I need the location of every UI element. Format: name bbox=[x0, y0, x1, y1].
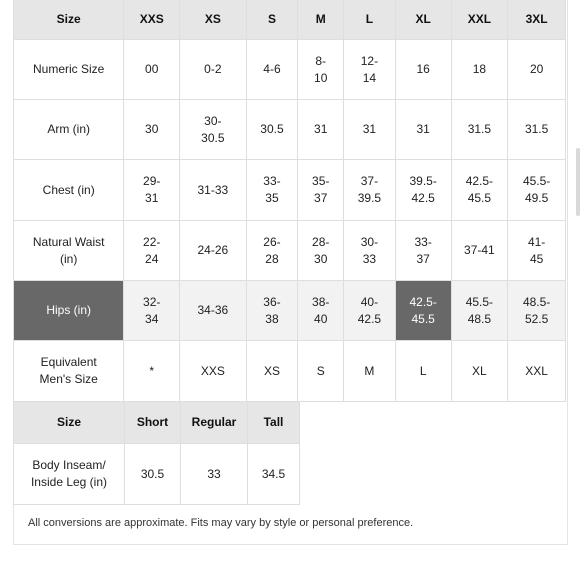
header-xs: XS bbox=[180, 0, 247, 40]
approximation-note: All conversions are approximate. Fits may vary by style or personal preference. bbox=[28, 517, 414, 529]
cell: 18 bbox=[451, 40, 508, 100]
cell: 41- 45 bbox=[508, 221, 566, 281]
cell: 24-26 bbox=[180, 221, 247, 281]
row-label: Chest (in) bbox=[14, 160, 124, 221]
header-size: Size bbox=[14, 402, 125, 444]
size-chart bbox=[13, 0, 568, 545]
inseam-header-row bbox=[14, 402, 300, 444]
cell: L bbox=[395, 341, 451, 402]
cell: 45.5- 49.5 bbox=[508, 160, 566, 221]
cell-highlighted: 42.5- 45.5 bbox=[395, 281, 451, 341]
row-natural-waist bbox=[14, 221, 566, 281]
cell: 31 bbox=[298, 100, 344, 160]
cell: 29- 31 bbox=[124, 160, 180, 221]
inseam-table bbox=[13, 401, 300, 505]
header-size: Size bbox=[14, 0, 124, 40]
size-table bbox=[13, 0, 566, 402]
header-l: L bbox=[344, 0, 396, 40]
row-chest bbox=[14, 160, 566, 221]
header-tall: Tall bbox=[248, 402, 300, 444]
cell: 00 bbox=[124, 40, 180, 100]
cell: 22- 24 bbox=[124, 221, 180, 281]
cell: 42.5- 45.5 bbox=[451, 160, 508, 221]
cell: 39.5- 42.5 bbox=[395, 160, 451, 221]
cell: 33- 37 bbox=[395, 221, 451, 281]
cell: 26- 28 bbox=[246, 221, 298, 281]
row-label-highlighted: Hips (in) bbox=[14, 281, 124, 341]
header-xxs: XXS bbox=[124, 0, 180, 40]
cell: 45.5- 48.5 bbox=[451, 281, 508, 341]
header-xxl: XXL bbox=[451, 0, 508, 40]
header-regular: Regular bbox=[181, 402, 248, 444]
cell: 37- 39.5 bbox=[344, 160, 396, 221]
cell: S bbox=[298, 341, 344, 402]
row-label: Numeric Size bbox=[14, 40, 124, 100]
cell: XL bbox=[451, 341, 508, 402]
row-label: Body Inseam/ Inside Leg (in) bbox=[14, 444, 125, 505]
cell: 30- 30.5 bbox=[180, 100, 247, 160]
cell: 12- 14 bbox=[344, 40, 396, 100]
header-s: S bbox=[246, 0, 298, 40]
size-header-row bbox=[14, 0, 566, 40]
cell: 0-2 bbox=[180, 40, 247, 100]
cell: 31.5 bbox=[451, 100, 508, 160]
cell: 48.5- 52.5 bbox=[508, 281, 566, 341]
cell: 16 bbox=[395, 40, 451, 100]
cell: 33- 35 bbox=[246, 160, 298, 221]
row-body-inseam bbox=[14, 444, 300, 505]
row-label: Natural Waist (in) bbox=[14, 221, 124, 281]
row-equivalent-mens-size bbox=[14, 341, 566, 402]
cell: 32- 34 bbox=[124, 281, 180, 341]
header-xl: XL bbox=[395, 0, 451, 40]
row-arm bbox=[14, 100, 566, 160]
header-3xl: 3XL bbox=[508, 0, 566, 40]
cell: 31-33 bbox=[180, 160, 247, 221]
cell: 38- 40 bbox=[298, 281, 344, 341]
cell: 35- 37 bbox=[298, 160, 344, 221]
scrollbar-thumb[interactable] bbox=[576, 148, 580, 216]
cell: 30- 33 bbox=[344, 221, 396, 281]
row-hips bbox=[14, 281, 566, 341]
cell: XXS bbox=[180, 341, 247, 402]
cell: 34.5 bbox=[248, 444, 300, 505]
cell: 30.5 bbox=[125, 444, 181, 505]
cell: 30.5 bbox=[246, 100, 298, 160]
cell: 28- 30 bbox=[298, 221, 344, 281]
cell: 36- 38 bbox=[246, 281, 298, 341]
header-m: M bbox=[298, 0, 344, 40]
cell: XXL bbox=[508, 341, 566, 402]
cell: M bbox=[344, 341, 396, 402]
cell: 31.5 bbox=[508, 100, 566, 160]
cell: 40- 42.5 bbox=[344, 281, 396, 341]
cell: 31 bbox=[344, 100, 396, 160]
cell: 33 bbox=[181, 444, 248, 505]
cell: 8- 10 bbox=[298, 40, 344, 100]
cell: 31 bbox=[395, 100, 451, 160]
cell: 30 bbox=[124, 100, 180, 160]
row-label: Equivalent Men's Size bbox=[14, 341, 124, 402]
row-numeric-size bbox=[14, 40, 566, 100]
cell: * bbox=[124, 341, 180, 402]
cell: XS bbox=[246, 341, 298, 402]
row-label: Arm (in) bbox=[14, 100, 124, 160]
cell: 20 bbox=[508, 40, 566, 100]
header-short: Short bbox=[125, 402, 181, 444]
cell: 34-36 bbox=[180, 281, 247, 341]
cell: 37-41 bbox=[451, 221, 508, 281]
cell: 4-6 bbox=[246, 40, 298, 100]
